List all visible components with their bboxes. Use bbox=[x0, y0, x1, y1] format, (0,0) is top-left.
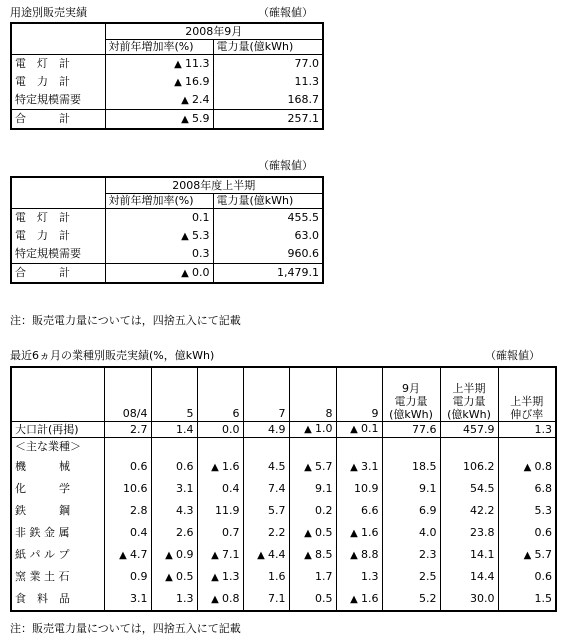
negative-triangle-icon: ▲ bbox=[350, 593, 361, 605]
row-label: 電 力 計 bbox=[15, 229, 70, 242]
month-value: 9.1 bbox=[289, 478, 336, 500]
half-power-value: 14.4 bbox=[440, 566, 498, 588]
section2-note: 注：販売電力量については，四捨五入にて記載 bbox=[10, 314, 241, 327]
row-label: 紙 パ ル プ bbox=[15, 548, 70, 561]
section3-note: 注：販売電力量については，四捨五入にて記載 bbox=[10, 622, 241, 635]
half-rate-value: 0.6 bbox=[498, 566, 556, 588]
month-header: 7 bbox=[243, 367, 289, 422]
half-power-value: 106.2 bbox=[440, 456, 498, 478]
row-label: 機 械 bbox=[15, 460, 70, 473]
rate-cell: ▲ 5.9 bbox=[105, 110, 213, 130]
half-rate-value: 6.8 bbox=[498, 478, 556, 500]
power-cell: 1,479.1 bbox=[213, 264, 323, 284]
negative-triangle-icon: ▲ bbox=[304, 549, 315, 561]
month-value: 11.9 bbox=[197, 500, 243, 522]
table-row bbox=[11, 544, 556, 566]
negative-triangle-icon: ▲ bbox=[181, 230, 192, 242]
negative-triangle-icon: ▲ bbox=[181, 113, 192, 125]
month-value: 0.7 bbox=[197, 522, 243, 544]
col-power-header: 電力量(億kWh) bbox=[213, 194, 323, 209]
usage-sales-table-half bbox=[10, 176, 324, 284]
usage-sales-table-sep bbox=[10, 22, 324, 130]
half-rate-value: 5.3 bbox=[498, 500, 556, 522]
month-value: 2.2 bbox=[243, 522, 289, 544]
month-value: ▲ 7.1 bbox=[197, 544, 243, 566]
sep-power-value: 77.6 bbox=[382, 422, 440, 438]
month-value: ▲ 0.8 bbox=[197, 588, 243, 611]
table-row bbox=[11, 588, 556, 611]
major-industry-label-row bbox=[11, 438, 556, 457]
month-value: 0.9 bbox=[104, 566, 151, 588]
col-rate-header: 対前年増加率(%) bbox=[105, 194, 213, 209]
month-value: 10.6 bbox=[104, 478, 151, 500]
power-cell: 257.1 bbox=[213, 110, 323, 130]
sep-power-value: 18.5 bbox=[382, 456, 440, 478]
sep-power-value: 2.5 bbox=[382, 566, 440, 588]
power-cell: 77.0 bbox=[213, 55, 323, 74]
month-header: 8 bbox=[289, 367, 336, 422]
row-label: 合 計 bbox=[11, 264, 105, 284]
row-label: 食 料 品 bbox=[15, 592, 70, 605]
col-rate-header: 対前年増加率(%) bbox=[105, 40, 213, 55]
half-rate-value: ▲ 0.8 bbox=[498, 456, 556, 478]
negative-triangle-icon: ▲ bbox=[181, 94, 192, 106]
negative-triangle-icon: ▲ bbox=[174, 76, 185, 88]
month-value: 3.1 bbox=[104, 588, 151, 611]
industry-rows bbox=[11, 422, 556, 612]
month-value: 4.9 bbox=[243, 422, 289, 438]
table-row bbox=[11, 73, 323, 91]
half-power-value: 457.9 bbox=[440, 422, 498, 438]
half-power-value: 14.1 bbox=[440, 544, 498, 566]
negative-triangle-icon: ▲ bbox=[304, 527, 315, 539]
month-value: 0.4 bbox=[104, 522, 151, 544]
half-power-value: 30.0 bbox=[440, 588, 498, 611]
month-value: ▲ 8.8 bbox=[336, 544, 382, 566]
table-row bbox=[11, 522, 556, 544]
negative-triangle-icon: ▲ bbox=[523, 549, 535, 561]
month-value: ▲ 0.5 bbox=[289, 522, 336, 544]
table-row bbox=[11, 478, 556, 500]
month-value: 1.3 bbox=[336, 566, 382, 588]
section1-title: 用途別販売実績 bbox=[10, 6, 87, 19]
month-value: 1.4 bbox=[151, 422, 197, 438]
half-power-value: 54.5 bbox=[440, 478, 498, 500]
half-power-value: 23.8 bbox=[440, 522, 498, 544]
col-power-header: 電力量(億kWh) bbox=[213, 40, 323, 55]
month-value: ▲ 3.1 bbox=[336, 456, 382, 478]
table-row bbox=[11, 566, 556, 588]
table-row bbox=[11, 500, 556, 522]
month-value: ▲ 0.9 bbox=[151, 544, 197, 566]
negative-triangle-icon: ▲ bbox=[350, 461, 361, 473]
rate-cell: 0.3 bbox=[105, 245, 213, 264]
month-value: 2.7 bbox=[104, 422, 151, 438]
sep-power-value: 2.3 bbox=[382, 544, 440, 566]
month-value: 2.8 bbox=[104, 500, 151, 522]
month-header: 9 bbox=[336, 367, 382, 422]
half-power-value: 42.2 bbox=[440, 500, 498, 522]
row-label: 特定規模需要 bbox=[15, 93, 81, 106]
half-rate-header: 上半期 伸び率 bbox=[498, 367, 556, 422]
row-label: 鉄 鋼 bbox=[15, 504, 70, 517]
negative-triangle-icon: ▲ bbox=[350, 424, 361, 435]
sep-power-value: 4.0 bbox=[382, 522, 440, 544]
month-value: 0.2 bbox=[289, 500, 336, 522]
sep-power-value: 9.1 bbox=[382, 478, 440, 500]
month-value: 0.5 bbox=[289, 588, 336, 611]
month-value: 0.6 bbox=[104, 456, 151, 478]
month-value: 1.7 bbox=[289, 566, 336, 588]
power-cell: 960.6 bbox=[213, 245, 323, 264]
month-header: 08/4 bbox=[104, 367, 151, 422]
negative-triangle-icon: ▲ bbox=[174, 58, 185, 70]
month-value: 7.1 bbox=[243, 588, 289, 611]
month-value: 5.7 bbox=[243, 500, 289, 522]
row-label: 化 学 bbox=[15, 482, 70, 495]
month-value: 3.1 bbox=[151, 478, 197, 500]
negative-triangle-icon: ▲ bbox=[165, 571, 176, 583]
negative-triangle-icon: ▲ bbox=[304, 424, 315, 435]
section2-rows bbox=[11, 209, 323, 284]
month-value: ▲ 1.0 bbox=[289, 422, 336, 438]
half-rate-value: 0.6 bbox=[498, 522, 556, 544]
row-label: 合 計 bbox=[11, 110, 105, 130]
sep-power-value: 5.2 bbox=[382, 588, 440, 611]
period-header: 2008年9月 bbox=[105, 23, 323, 40]
table-row bbox=[11, 456, 556, 478]
month-value: 0.0 bbox=[197, 422, 243, 438]
negative-triangle-icon: ▲ bbox=[211, 461, 222, 473]
month-value: ▲ 8.5 bbox=[289, 544, 336, 566]
half-rate-value: 1.3 bbox=[498, 422, 556, 438]
negative-triangle-icon: ▲ bbox=[181, 267, 192, 279]
rate-cell: ▲ 11.3 bbox=[105, 55, 213, 74]
month-value: ▲ 1.6 bbox=[336, 588, 382, 611]
rate-cell: ▲ 2.4 bbox=[105, 91, 213, 110]
month-header: 6 bbox=[197, 367, 243, 422]
month-value: 4.5 bbox=[243, 456, 289, 478]
month-value: 0.6 bbox=[151, 456, 197, 478]
sep-power-value: 6.9 bbox=[382, 500, 440, 522]
header-row bbox=[11, 367, 556, 422]
negative-triangle-icon: ▲ bbox=[304, 461, 315, 473]
row-label: 電 灯 計 bbox=[15, 57, 70, 70]
month-value: ▲ 4.4 bbox=[243, 544, 289, 566]
power-cell: 11.3 bbox=[213, 73, 323, 91]
half-rate-value: ▲ 5.7 bbox=[498, 544, 556, 566]
power-cell: 63.0 bbox=[213, 227, 323, 245]
row-label: 窯 業 土 石 bbox=[15, 570, 70, 583]
negative-triangle-icon: ▲ bbox=[350, 527, 361, 539]
row-label: 非 鉄 金 属 bbox=[15, 526, 70, 539]
section3-confirmed-label: （確報値） bbox=[485, 349, 540, 362]
major-industry-label: ＜主な業種＞ bbox=[15, 440, 81, 453]
industry-sales-table bbox=[10, 366, 557, 612]
month-value: ▲ 0.1 bbox=[336, 422, 382, 438]
month-value: 1.6 bbox=[243, 566, 289, 588]
table-row bbox=[11, 91, 323, 110]
month-value: ▲ 0.5 bbox=[151, 566, 197, 588]
rate-cell: ▲ 5.3 bbox=[105, 227, 213, 245]
half-rate-value: 1.5 bbox=[498, 588, 556, 611]
row-label: 電 力 計 bbox=[15, 75, 70, 88]
table-row bbox=[11, 55, 323, 74]
month-value: ▲ 5.7 bbox=[289, 456, 336, 478]
table-row bbox=[11, 264, 323, 284]
table-row bbox=[11, 209, 323, 228]
month-value: 1.3 bbox=[151, 588, 197, 611]
power-cell: 168.7 bbox=[213, 91, 323, 110]
section1-confirmed-label: （確報値） bbox=[258, 6, 313, 19]
negative-triangle-icon: ▲ bbox=[257, 549, 268, 561]
negative-triangle-icon: ▲ bbox=[119, 549, 130, 561]
month-value: ▲ 1.3 bbox=[197, 566, 243, 588]
month-value: 4.3 bbox=[151, 500, 197, 522]
section3-title: 最近6ヵ月の業種別販売実績(%，億kWh) bbox=[10, 349, 215, 362]
negative-triangle-icon: ▲ bbox=[211, 549, 222, 561]
month-value: ▲ 4.7 bbox=[104, 544, 151, 566]
rate-cell: 0.1 bbox=[105, 209, 213, 228]
month-header: 5 bbox=[151, 367, 197, 422]
month-value: 0.4 bbox=[197, 478, 243, 500]
negative-triangle-icon: ▲ bbox=[165, 549, 176, 561]
negative-triangle-icon: ▲ bbox=[350, 549, 361, 561]
section1-rows bbox=[11, 55, 323, 130]
rate-cell: ▲ 0.0 bbox=[105, 264, 213, 284]
month-value: 10.9 bbox=[336, 478, 382, 500]
month-value: ▲ 1.6 bbox=[197, 456, 243, 478]
month-value: ▲ 1.6 bbox=[336, 522, 382, 544]
table-row bbox=[11, 245, 323, 264]
power-cell: 455.5 bbox=[213, 209, 323, 228]
row-label: 電 灯 計 bbox=[15, 211, 70, 224]
row-label: 特定規模需要 bbox=[15, 247, 81, 260]
table-row bbox=[11, 110, 323, 130]
month-value: 7.4 bbox=[243, 478, 289, 500]
sep-power-header: 9月 電力量 (億kWh) bbox=[382, 367, 440, 422]
half-power-header: 上半期 電力量 (億kWh) bbox=[440, 367, 498, 422]
row-label: 大口計(再掲) bbox=[11, 422, 104, 438]
month-value: 6.6 bbox=[336, 500, 382, 522]
table-row bbox=[11, 227, 323, 245]
negative-triangle-icon: ▲ bbox=[211, 593, 222, 605]
negative-triangle-icon: ▲ bbox=[523, 461, 535, 473]
period-header: 2008年度上半期 bbox=[105, 177, 323, 194]
section2-confirmed-label: （確報値） bbox=[258, 159, 313, 172]
rate-cell: ▲ 16.9 bbox=[105, 73, 213, 91]
total-row bbox=[11, 422, 556, 438]
month-value: 2.6 bbox=[151, 522, 197, 544]
negative-triangle-icon: ▲ bbox=[211, 571, 222, 583]
